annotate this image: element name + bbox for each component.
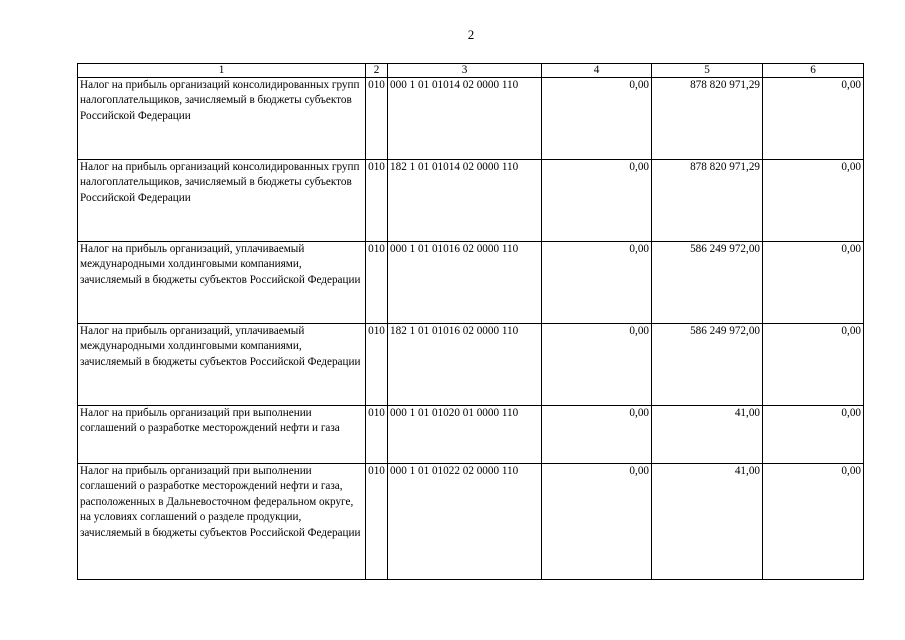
header-col-5: 5	[652, 64, 763, 78]
row-name: Налог на прибыль организаций при выполнении соглашений о разработке месторождений нефти и газа, расположенных в Дальневосточном федеральном округе, на условиях соглашений о разделе продукции, зачисляемый в бюджеты субъектов Российской Федерации	[78, 464, 366, 580]
row-col5: 878 820 971,29	[652, 160, 763, 242]
row-name: Налог на прибыль организаций, уплачиваемый международными холдинговыми компаниями, зачисляемый в бюджеты субъектов Российской Федерации	[78, 242, 366, 324]
row-col5: 878 820 971,29	[652, 78, 763, 160]
header-col-4: 4	[542, 64, 652, 78]
row-col5: 586 249 972,00	[652, 324, 763, 406]
row-col5: 586 249 972,00	[652, 242, 763, 324]
row-col4: 0,00	[542, 324, 652, 406]
header-col-3: 3	[388, 64, 542, 78]
table-row	[78, 242, 864, 324]
row-name: Налог на прибыль организаций, уплачиваемый международными холдинговыми компаниями, зачисляемый в бюджеты субъектов Российской Федерации	[78, 324, 366, 406]
row-col6: 0,00	[763, 324, 864, 406]
table-row	[78, 406, 864, 464]
row-budget-code: 182 1 01 01016 02 0000 110	[388, 324, 542, 406]
row-col4: 0,00	[542, 406, 652, 464]
header-col-2: 2	[366, 64, 388, 78]
row-col6: 0,00	[763, 242, 864, 324]
row-admin-code: 010	[366, 406, 388, 464]
table-row	[78, 464, 864, 580]
row-name: Налог на прибыль организаций при выполнении соглашений о разработке месторождений нефти и газа	[78, 406, 366, 464]
header-col-6: 6	[763, 64, 864, 78]
row-col5: 41,00	[652, 464, 763, 580]
row-col4: 0,00	[542, 242, 652, 324]
row-col4: 0,00	[542, 78, 652, 160]
row-admin-code: 010	[366, 78, 388, 160]
row-budget-code: 000 1 01 01022 02 0000 110	[388, 464, 542, 580]
page-number: 2	[467, 27, 475, 42]
table-row	[78, 324, 864, 406]
row-col5: 41,00	[652, 406, 763, 464]
row-name: Налог на прибыль организаций консолидированных групп налогоплательщиков, зачисляемый в бюджеты субъектов Российской Федерации	[78, 160, 366, 242]
row-budget-code: 000 1 01 01016 02 0000 110	[388, 242, 542, 324]
row-admin-code: 010	[366, 464, 388, 580]
row-admin-code: 010	[366, 324, 388, 406]
row-col6: 0,00	[763, 78, 864, 160]
header-row	[78, 64, 864, 78]
budget-table	[77, 63, 864, 580]
row-col6: 0,00	[763, 406, 864, 464]
table-row	[78, 160, 864, 242]
row-budget-code: 000 1 01 01014 02 0000 110	[388, 78, 542, 160]
row-col4: 0,00	[542, 464, 652, 580]
row-col6: 0,00	[763, 464, 864, 580]
header-col-1: 1	[78, 64, 366, 78]
row-col4: 0,00	[542, 160, 652, 242]
row-admin-code: 010	[366, 242, 388, 324]
row-name: Налог на прибыль организаций консолидированных групп налогоплательщиков, зачисляемый в бюджеты субъектов Российской Федерации	[78, 78, 366, 160]
row-budget-code: 000 1 01 01020 01 0000 110	[388, 406, 542, 464]
table-row	[78, 78, 864, 160]
row-budget-code: 182 1 01 01014 02 0000 110	[388, 160, 542, 242]
row-admin-code: 010	[366, 160, 388, 242]
row-col6: 0,00	[763, 160, 864, 242]
